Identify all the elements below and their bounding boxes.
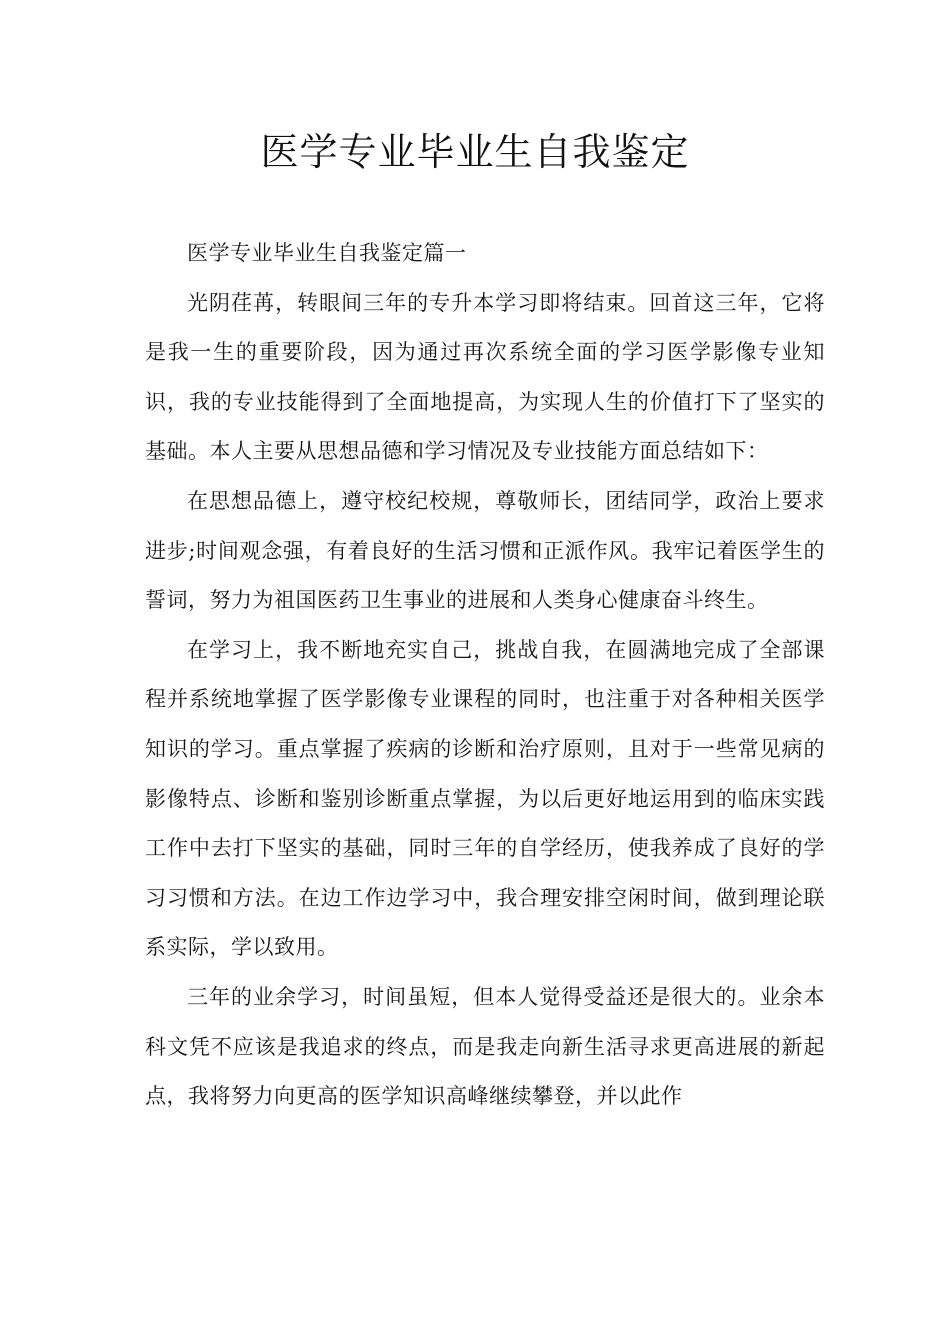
document-body bbox=[145, 229, 825, 1122]
document-title: 医学专业毕业生自我鉴定 bbox=[260, 130, 690, 174]
section-heading: 医学专业毕业生自我鉴定篇一 bbox=[187, 241, 467, 265]
paragraph-study: 在学习上，我不断地充实自己，挑战自我，在圆满地完成了全部课程并系统地掌握了医学影像专业课程的同时，也注重于对各种相关医学知识的学习。重点掌握了疾病的诊断和治疗原则，且对于一些常见病的影像特点、诊断和鉴别诊断重点掌握，为以后更好地运用到的临床实践工作中去打下坚实的基础，同时三年的自学经历，使我养成了良好的学习习惯和方法。在边工作边学习中，我合理安排空闲时间，做到理论联系实际，学以致用。 bbox=[145, 637, 825, 960]
paragraph-intro: 光阴荏苒，转眼间三年的专升本学习即将结束。回首这三年，它将是我一生的重要阶段，因为通过再次系统全面的学习医学影像专业知识，我的专业技能得到了全面地提高，为实现人生的价值打下了坚实的基础。本人主要从思想品德和学习情况及专业技能方面总结如下： bbox=[145, 290, 825, 464]
paragraph-moral-character: 在思想品德上，遵守校纪校规，尊敬师长，团结同学，政治上要求进步;时间观念强，有着良好的生活习惯和正派作风。我牢记着医学生的誓词，努力为祖国医药卫生事业的进展和人类身心健康奋斗终生。 bbox=[145, 488, 825, 613]
paragraph-conclusion: 三年的业余学习，时间虽短，但本人觉得受益还是很大的。业余本科文凭不应该是我追求的终点，而是我走向新生活寻求更高进展的新起点，我将努力向更高的医学知识高峰继续攀登，并以此作 bbox=[145, 984, 825, 1109]
